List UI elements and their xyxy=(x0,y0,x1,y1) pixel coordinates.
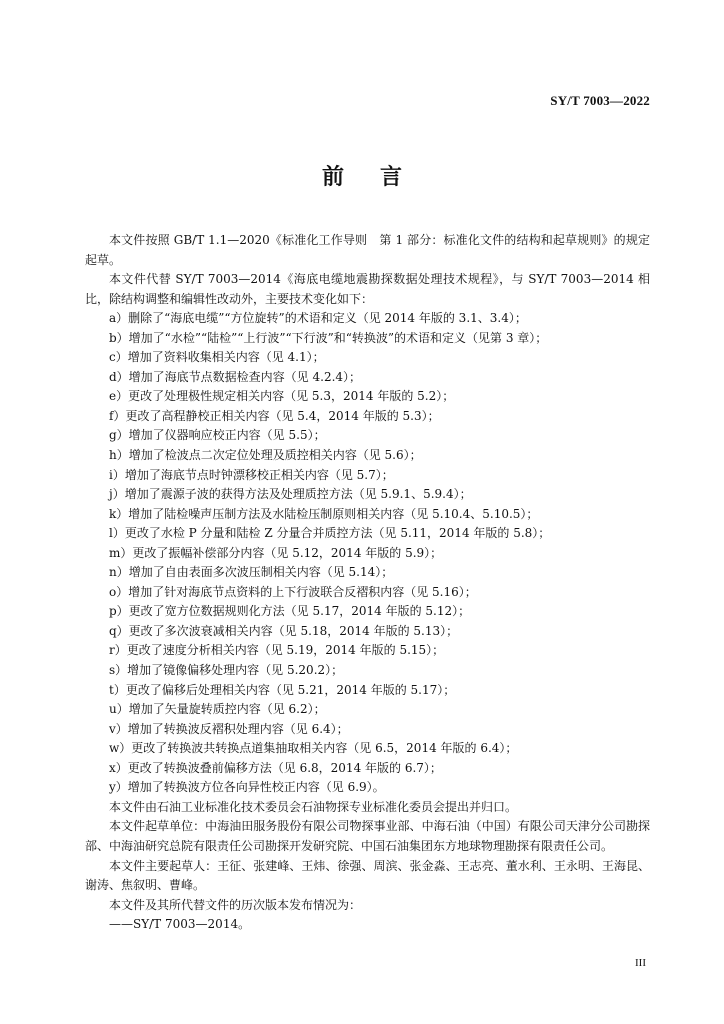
list-item: d）增加了海底节点数据检查内容（见 4.2.4）； xyxy=(109,369,362,384)
list-item: o）增加了针对海底节点资料的上下行波联合反褶积内容（见 5.16）； xyxy=(109,584,477,599)
list-item: x）更改了转换波叠前偏移方法（见 6.8，2014 年版的 6.7）； xyxy=(109,760,442,775)
list-item: c）增加了资料收集相关内容（见 4.1）； xyxy=(109,350,325,365)
list-item: v）增加了转换波反褶积处理内容（见 6.4）； xyxy=(109,721,349,736)
list-item: f）更改了高程静校正相关内容（见 5.4，2014 年版的 5.3）； xyxy=(109,408,440,423)
list-item: a）删除了“海底电缆”“方位旋转”的术语和定义（见 2014 年版的 3.1、3.4）； xyxy=(109,311,527,326)
changes-list xyxy=(85,309,650,798)
replacement-paragraph: 本文件代替 SY/T 7003—2014《海底电缆地震勘探数据处理技术规程》，与 SY/T 7003—2014 相比，除结构调整和编辑性改动外，主要技术变化如下： xyxy=(85,272,650,306)
list-item: y）增加了转换波方位各向异性校正内容（见 6.9）。 xyxy=(109,780,385,795)
drafters-paragraph: 本文件主要起草人：王征、张建峰、王炜、徐强、周滨、张金淼、王志亮、董水利、王永明、王海昆、谢涛、焦叙明、曹峰。 xyxy=(85,858,650,893)
drafting-basis-paragraph: 本文件按照 GB/T 1.1—2020《标准化工作导则 第 1 部分：标准化文件的结构和起草规则》的规定起草。 xyxy=(85,233,650,267)
list-item: l）更改了水检 P 分量和陆检 Z 分量合并质控方法（见 5.11，2014 年版的 5.8）； xyxy=(109,526,551,541)
drafting-units-paragraph: 本文件起草单位：中海油田服务股份有限公司物探事业部、中海石油（中国）有限公司天津分公司勘探部、中海油研究总院有限责任公司勘探开发研究院、中国石油集团东方地球物理勘探有限责任公司。 xyxy=(85,819,650,853)
list-item: u）增加了矢量旋转质控内容（见 6.2）； xyxy=(109,702,326,717)
list-item: g）增加了仪器响应校正内容（见 5.5）； xyxy=(109,428,326,443)
list-item: e）更改了处理极性规定相关内容（见 5.3，2014 年版的 5.2）； xyxy=(109,389,455,404)
history-item: ——SY/T 7003—2014。 xyxy=(109,917,251,932)
list-item: p）更改了宽方位数据规则化方法（见 5.17，2014 年版的 5.12）； xyxy=(109,604,471,619)
list-item: i）增加了海底节点时钟漂移校正相关内容（见 5.7）； xyxy=(109,467,394,482)
proposer-paragraph: 本文件由石油工业标准化技术委员会石油物探专业标准化委员会提出并归口。 xyxy=(109,799,518,814)
foreword-body xyxy=(85,231,650,935)
list-item: q）更改了多次波衰减相关内容（见 5.18，2014 年版的 5.13）； xyxy=(109,623,459,638)
page-number: III xyxy=(635,957,646,969)
list-item: n）增加了自由表面多次波压制相关内容（见 5.14）； xyxy=(109,565,394,580)
list-item: h）增加了检波点二次定位处理及质控相关内容（见 5.6）； xyxy=(109,448,422,463)
list-item: r）更改了速度分析相关内容（见 5.19，2014 年版的 5.15）； xyxy=(109,643,445,658)
list-item: j）增加了震源子波的获得方法及处理质控方法（见 5.9.1、5.9.4）； xyxy=(109,487,472,502)
list-item: t）更改了偏移后处理相关内容（见 5.21，2014 年版的 5.17）； xyxy=(109,682,456,697)
list-item: s）增加了镜像偏移处理内容（见 5.20.2）； xyxy=(109,663,344,678)
standard-code: SY/T 7003—2022 xyxy=(550,93,650,108)
history-intro-paragraph: 本文件及其所代替文件的历次版本发布情况为： xyxy=(109,897,362,912)
list-item: w）更改了转换波共转换点道集抽取相关内容（见 6.5，2014 年版的 6.4）； xyxy=(109,741,518,756)
list-item: b）增加了“水检”“陆检”“上行波”“下行波”和“转换波”的术语和定义（见第 3 章）； xyxy=(109,330,548,345)
list-item: k）增加了陆检噪声压制方法及水陆检压制原则相关内容（见 5.10.4、5.10.5）； xyxy=(109,506,539,521)
page-title: 前言 xyxy=(321,165,438,190)
list-item: m）更改了振幅补偿部分内容（见 5.12，2014 年版的 5.9）； xyxy=(109,545,443,560)
